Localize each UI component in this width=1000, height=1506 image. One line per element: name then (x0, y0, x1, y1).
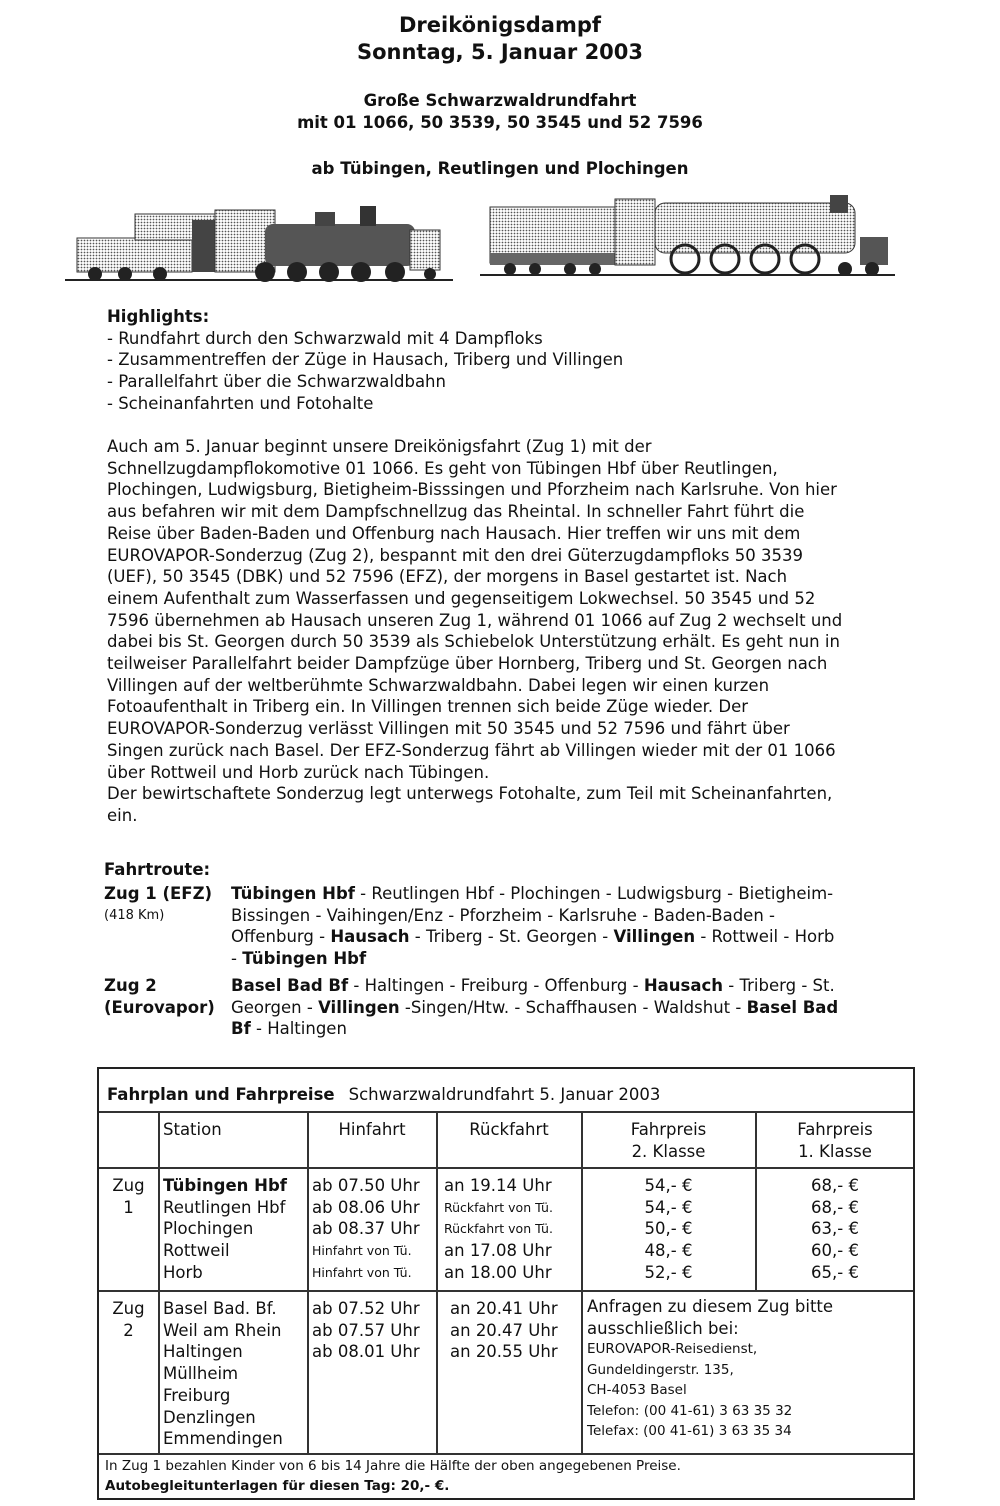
col-header-text: 2. Klasse (631, 1141, 706, 1161)
contact-phone: Telefon: (00 41-61) 3 63 35 32 (587, 1402, 793, 1419)
station-name: Müllheim (163, 1364, 239, 1384)
station-name: Basel Bad. Bf. (163, 1299, 277, 1318)
route-zug1-distance: (418 Km) (104, 907, 165, 923)
col-header-text: Fahrpreis (797, 1120, 873, 1139)
intro-line: über Rottweil und Horb zurück nach Tübingen. (107, 762, 490, 782)
zug-label-text: 1 (123, 1197, 134, 1217)
price-value: 68,- € (811, 1197, 859, 1217)
time-value: ab 07.50 Uhr (312, 1176, 420, 1195)
timetable-heading (107, 1085, 660, 1104)
grid-line (99, 1111, 913, 1113)
zug2-rueckfahrt (450, 1298, 580, 1363)
col-header-text: Fahrpreis (630, 1120, 707, 1139)
zug-label-text: Zug (112, 1176, 145, 1195)
route-zug2-label (104, 975, 232, 1018)
highlights-section (107, 306, 927, 415)
grid-line (99, 1290, 913, 1292)
zug2-label (99, 1298, 158, 1341)
station-name: Reutlingen Hbf (163, 1197, 286, 1217)
intro-line: 7596 übernehmen ab Hausach unseren Zug 1, während 01 1066 auf Zug 2 wechselt und (107, 610, 843, 630)
stops-text: Georgen - (231, 997, 319, 1017)
time-value: ab 08.06 Uhr (312, 1197, 420, 1217)
route-zug2-operator: (Eurovapor) (104, 997, 215, 1017)
zug-label-text: Zug (112, 1299, 145, 1318)
time-note: Hinfahrt von Tü. (312, 1264, 412, 1280)
locomotive-right-illustration (480, 193, 895, 281)
intro-line: Schnellzugdampflokomotive 01 1066. Es geht von Tübingen Hbf über Reutlingen, (107, 458, 778, 478)
intro-line: teilweiser Parallelfahrt beider Dampfzüge über Hornberg, Triberg und St. Georgen nach (107, 654, 828, 674)
zug1-preis-1 (757, 1175, 913, 1284)
grid-line (99, 1167, 913, 1169)
intro-line: (UEF), 50 3545 (DBK) und 52 7596 (EFZ), der morgens in Basel gestartet ist. Nach (107, 567, 788, 587)
stops-text: - Triberg - St. Georgen - (409, 927, 614, 947)
station-name: Rottweil (163, 1241, 230, 1261)
price-value: 48,- € (644, 1241, 693, 1261)
route-zug2-stops (231, 975, 916, 1040)
zug1-preis-2 (583, 1175, 754, 1284)
intro-line: EUROVAPOR-Sonderzug verlässt Villingen mit 50 3545 und 52 7596 und fährt über (107, 719, 790, 739)
grid-line (307, 1111, 309, 1453)
intro-line: Villingen auf der weltberühmte Schwarzwaldbahn. Dabei legen wir einen kurzen (107, 675, 770, 695)
price-value: 50,- € (644, 1219, 693, 1239)
col-header-station: Station (163, 1120, 222, 1139)
route-heading: Fahrtroute: (104, 860, 211, 879)
col-header-preis-1 (757, 1119, 913, 1162)
col-header-hinfahrt: Hinfahrt (338, 1120, 406, 1139)
stop-bold: Tübingen Hbf (231, 884, 355, 903)
stops-text: -Singen/Htw. - Schaffhausen - Waldshut - (399, 997, 747, 1017)
contact-text: Anfragen zu diesem Zug bitte (587, 1297, 834, 1316)
footnote-car-transport: Autobegleitunterlagen für diesen Tag: 20,- €. (105, 1477, 450, 1494)
stop-bold: Villingen (613, 927, 696, 947)
station-name: Emmendingen (163, 1429, 283, 1449)
intro-line: einem Aufenthalt zum Wasserfassen und gegenseitigem Lokwechsel. 50 3545 und 52 (107, 588, 816, 608)
price-value: 54,- € (644, 1197, 693, 1217)
zug1-label (99, 1175, 158, 1218)
page-title (0, 12, 1000, 66)
time-note: Rückfahrt von Tü. (444, 1199, 553, 1215)
stop-bold: Hausach (330, 927, 410, 947)
stops-text: - Haltingen - Freiburg - Offenburg - (348, 976, 644, 995)
intro-line: dabei bis St. Georgen durch 50 3539 als Schiebelok Unterstützung erhält. Es geht nun in (107, 632, 840, 652)
stop-bold: Hausach (643, 976, 724, 995)
highlight-item: - Zusammentreffen der Züge in Hausach, Triberg und Villingen (107, 350, 624, 370)
subtitle-line-2: mit 01 1066, 50 3539, 50 3545 und 52 7596 (297, 113, 703, 132)
contact-line: EUROVAPOR-Reisedienst, (587, 1341, 758, 1358)
stops-text: Offenburg - (231, 927, 331, 947)
grid-line (158, 1111, 160, 1453)
price-value: 68,- € (811, 1176, 859, 1195)
subtitle (0, 90, 1000, 134)
highlight-item: - Parallelfahrt über die Schwarzwaldbahn (107, 372, 446, 392)
stop-bold: Tübingen Hbf (242, 949, 367, 969)
col-header-text: 1. Klasse (798, 1141, 872, 1161)
stop-bold: Villingen (318, 997, 400, 1017)
price-value: 63,- € (811, 1219, 859, 1239)
col-header-preis-2 (583, 1119, 754, 1162)
stop-bold: Basel Bad Bf (231, 976, 349, 995)
stops-text: - (231, 949, 243, 969)
origin-line: ab Tübingen, Reutlingen und Plochingen (311, 159, 689, 178)
title-line-1: Dreikönigsdampf (399, 13, 601, 37)
intro-line: Reise über Baden-Baden und Offenburg nach Hausach. Hier treffen wir uns mit dem (107, 523, 801, 543)
col-header-rueckfahrt: Rückfahrt (469, 1120, 549, 1139)
intro-line: Auch am 5. Januar beginnt unsere Dreikönigsfahrt (Zug 1) mit der (107, 437, 652, 456)
intro-paragraph (107, 436, 922, 827)
station-name: Haltingen (163, 1342, 243, 1362)
zug2-hinfahrt (312, 1298, 434, 1363)
station-name: Freiburg (163, 1385, 231, 1405)
price-value: 54,- € (644, 1176, 693, 1195)
intro-line: Plochingen, Ludwigsburg, Bietigheim-Bisssingen und Pforzheim nach Karlsruhe. Von hier (107, 480, 837, 500)
zug1-hinfahrt (312, 1175, 434, 1284)
intro-line: Singen zurück nach Basel. Der EFZ-Sonderzug fährt ab Villingen wieder mit der 01 1066 (107, 740, 836, 760)
footnote-children: In Zug 1 bezahlen Kinder von 6 bis 14 Jahre die Hälfte der oben angegebenen Preise. (105, 1458, 681, 1474)
timetable-footnote (105, 1457, 905, 1496)
zug-label-text: 2 (123, 1320, 134, 1340)
contact-fax: Telefax: (00 41-61) 3 63 35 34 (587, 1423, 792, 1440)
stops-text: - Triberg - St. (723, 976, 835, 995)
route-zug1-name: Zug 1 (EFZ) (104, 884, 213, 903)
station-name: Weil am Rhein (163, 1320, 282, 1340)
timetable-heading-bold: Fahrplan und Fahrpreise (107, 1085, 335, 1104)
stops-text: - Rottweil - Horb (695, 927, 835, 947)
time-value: ab 08.01 Uhr (312, 1342, 420, 1362)
intro-line: aus befahren wir mit dem Dampfschnellzug das Rheintal. In schneller Fahrt führt die (107, 502, 805, 522)
intro-line: Fotoaufenthalt in Triberg ein. In Villingen trennen sich beide Züge wieder. Der (107, 697, 749, 717)
stop-bold: Basel Bad (746, 997, 839, 1017)
station-name: Horb (163, 1262, 203, 1282)
time-value: an 19.14 Uhr (444, 1176, 552, 1195)
stops-text: - Haltingen (250, 1019, 347, 1039)
station-name: Denzlingen (163, 1407, 256, 1427)
intro-line: EUROVAPOR-Sonderzug (Zug 2), bespannt mit den drei Güterzugdampfloks 50 3539 (107, 545, 803, 565)
grid-line (436, 1111, 438, 1453)
time-value: ab 07.52 Uhr (312, 1299, 420, 1318)
contact-text: ausschließlich bei: (587, 1318, 739, 1338)
zug2-stations (163, 1298, 283, 1450)
highlights-heading: Highlights: (107, 307, 210, 326)
time-value: an 20.55 Uhr (450, 1342, 558, 1362)
contact-line: CH-4053 Basel (587, 1382, 687, 1399)
intro-line: Der bewirtschaftete Sonderzug legt unterwegs Fotohalte, zum Teil mit Scheinanfahrten, (107, 784, 833, 804)
route-zug1-stops (231, 883, 916, 970)
title-line-2: Sonntag, 5. Januar 2003 (356, 40, 644, 64)
price-value: 52,- € (644, 1262, 693, 1282)
time-note: Rückfahrt von Tü. (444, 1221, 553, 1237)
time-value: ab 08.37 Uhr (312, 1219, 420, 1239)
time-value: an 17.08 Uhr (444, 1241, 552, 1261)
station-name: Tübingen Hbf (163, 1176, 287, 1195)
grid-line (99, 1453, 913, 1455)
contact-line: Gundeldingerstr. 135, (587, 1361, 734, 1378)
route-zug2-name: Zug 2 (104, 976, 157, 995)
stop-bold: Bf (231, 1019, 251, 1039)
time-value: an 20.47 Uhr (450, 1320, 558, 1340)
timetable-heading-text: Schwarzwaldrundfahrt 5. Januar 2003 (348, 1085, 661, 1104)
subtitle-line-1: Große Schwarzwaldrundfahrt (363, 91, 637, 110)
route-zug1-label (104, 883, 232, 926)
highlight-item: - Rundfahrt durch den Schwarzwald mit 4 Dampfloks (107, 328, 543, 348)
intro-line: ein. (107, 805, 138, 825)
time-note: Hinfahrt von Tü. (312, 1243, 412, 1259)
zug1-rueckfahrt (444, 1175, 580, 1284)
stops-text: - Reutlingen Hbf - Plochingen - Ludwigsburg - Bietigheim- (354, 884, 834, 903)
stops-text: Bissingen - Vaihingen/Enz - Pforzheim - Karlsruhe - Baden-Baden - (231, 905, 775, 925)
time-value: an 20.41 Uhr (450, 1299, 558, 1318)
zug1-stations (163, 1175, 287, 1284)
locomotive-left-illustration (65, 200, 453, 286)
station-name: Plochingen (163, 1219, 254, 1239)
zug2-contact (587, 1296, 909, 1442)
time-value: an 18.00 Uhr (444, 1262, 552, 1282)
timetable (97, 1067, 915, 1500)
price-value: 60,- € (811, 1241, 859, 1261)
price-value: 65,- € (811, 1262, 859, 1282)
time-value: ab 07.57 Uhr (312, 1320, 420, 1340)
highlight-item: - Scheinanfahrten und Fotohalte (107, 393, 374, 413)
